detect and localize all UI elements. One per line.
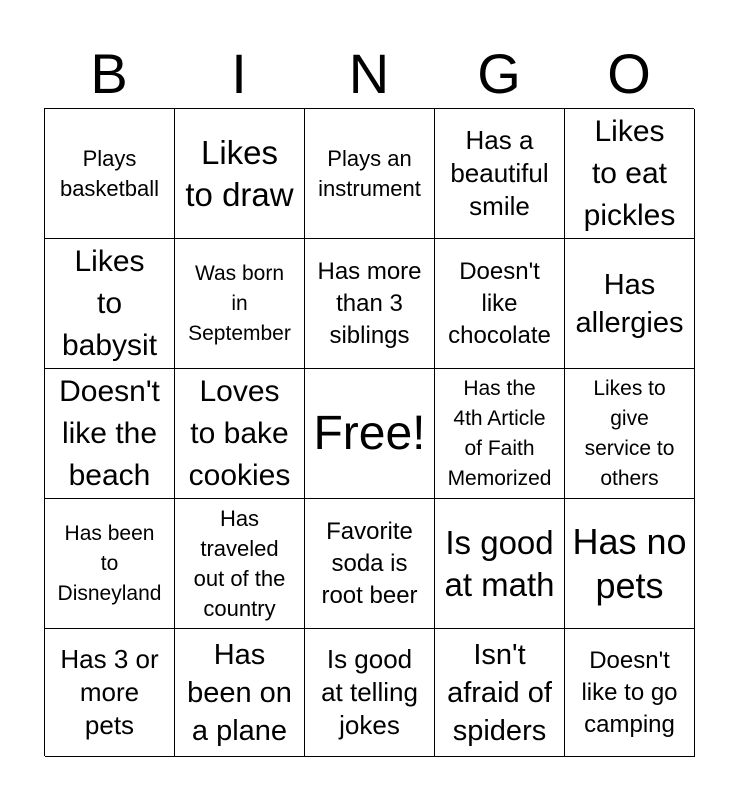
cell-text: Likes to babysit xyxy=(61,244,158,362)
free-cell[interactable] xyxy=(305,369,435,499)
header-letter-g: G xyxy=(477,42,521,105)
bingo-header xyxy=(44,40,694,108)
bingo-cell[interactable] xyxy=(175,499,305,629)
cell-text: Doesn't like chocolate xyxy=(448,257,551,349)
bingo-cell[interactable] xyxy=(305,629,435,757)
cell-text: Likes to eat pickles xyxy=(583,114,676,232)
cell-text: Likes to draw xyxy=(185,133,294,213)
bingo-cell[interactable] xyxy=(435,629,565,757)
cell-text: Has been to Disneyland xyxy=(57,521,162,605)
cell-text: Is good at math xyxy=(444,523,555,603)
bingo-cell[interactable] xyxy=(175,629,305,757)
bingo-cell[interactable] xyxy=(565,499,695,629)
bingo-cell[interactable] xyxy=(305,499,435,629)
cell-text: Doesn't like to go camping xyxy=(581,646,678,738)
bingo-cell[interactable] xyxy=(45,629,175,757)
cell-text: Loves to bake cookies xyxy=(188,374,291,492)
cell-text: Has no pets xyxy=(572,520,687,606)
cell-text: Has traveled out of the country xyxy=(193,505,286,621)
bingo-cell[interactable] xyxy=(175,109,305,239)
bingo-cell[interactable] xyxy=(565,629,695,757)
cell-text: Favorite soda is root beer xyxy=(321,517,418,609)
bingo-cell[interactable] xyxy=(435,109,565,239)
bingo-cell[interactable] xyxy=(175,369,305,499)
bingo-cell[interactable] xyxy=(565,109,695,239)
cell-text: Likes to give service to others xyxy=(584,376,675,490)
bingo-cell[interactable] xyxy=(45,369,175,499)
bingo-board xyxy=(44,108,694,756)
bingo-cell[interactable] xyxy=(565,369,695,499)
bingo-cell[interactable] xyxy=(435,369,565,499)
bingo-cell[interactable] xyxy=(305,239,435,369)
header-letter-b: B xyxy=(90,42,128,105)
bingo-cell[interactable] xyxy=(45,499,175,629)
cell-text: Has allergies xyxy=(575,268,684,339)
header-letter-i: I xyxy=(231,42,247,105)
header-letter-n: N xyxy=(348,42,390,105)
cell-text: Plays an instrument xyxy=(318,145,421,201)
bingo-cell[interactable] xyxy=(435,499,565,629)
cell-text: Has a beautiful smile xyxy=(450,125,549,221)
cell-text: Has the 4th Article of Faith Memorized xyxy=(447,376,552,490)
bingo-cell[interactable] xyxy=(45,239,175,369)
cell-text: Has been on a plane xyxy=(187,638,292,747)
cell-text: Was born in September xyxy=(188,261,291,345)
cell-text: Plays basketball xyxy=(59,145,160,201)
cell-text: Has more than 3 siblings xyxy=(317,257,422,349)
free-space-text: Free! xyxy=(313,406,426,460)
cell-text: Is good at telling jokes xyxy=(321,644,418,740)
bingo-cell[interactable] xyxy=(435,239,565,369)
bingo-cell[interactable] xyxy=(565,239,695,369)
bingo-cell[interactable] xyxy=(45,109,175,239)
bingo-cell[interactable] xyxy=(175,239,305,369)
bingo-cell[interactable] xyxy=(305,109,435,239)
cell-text: Doesn't like the beach xyxy=(59,374,160,492)
header-letter-o: O xyxy=(607,42,651,105)
cell-text: Isn't afraid of spiders xyxy=(447,638,552,747)
cell-text: Has 3 or more pets xyxy=(60,644,159,740)
